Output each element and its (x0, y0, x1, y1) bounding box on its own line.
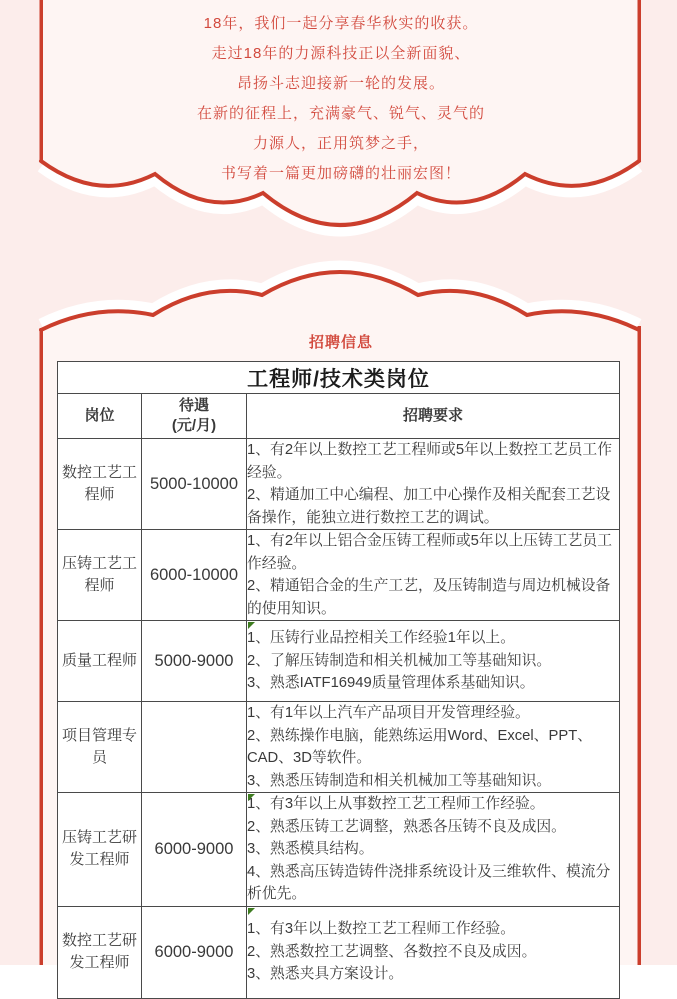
table-row (58, 621, 620, 702)
requirement-line: 1、有2年以上数控工艺工程师或5年以上数控工艺员工作经验。 (247, 442, 613, 481)
salary-cell (142, 702, 247, 793)
header-requirements: 招聘要求 (247, 394, 620, 439)
requirement-line: 3、熟悉IATF16949质量管理体系基础知识。 (247, 675, 535, 692)
requirements-cell (247, 530, 620, 621)
green-corner-marker (248, 622, 255, 629)
requirement-line: 2、熟练操作电脑，能熟练运用Word、Excel、PPT、CAD、3D等软件。 (247, 727, 593, 766)
requirement-line: 1、有3年以上数控工艺工程师工作经验。 (247, 921, 516, 938)
requirement-line: 2、了解压铸制造和相关机械加工等基础知识。 (247, 652, 552, 669)
requirement-line: 3、熟悉压铸制造和相关机械加工等基础知识。 (247, 772, 552, 789)
job-table-body (58, 362, 620, 999)
requirement-line: 1、有1年以上汽车产品项目开发管理经验。 (247, 705, 530, 721)
requirement-line: 3、熟悉夹具方案设计。 (247, 966, 404, 983)
intro-line: 在新的征程上，充满豪气、锐气、灵气的 (196, 105, 485, 122)
table-title-row (58, 362, 620, 394)
position-cell: 数控工艺研发工程师 (58, 906, 142, 998)
table-row (58, 530, 620, 621)
requirements-cell (247, 793, 620, 907)
salary-cell: 5000-9000 (142, 621, 247, 702)
requirements-cell (247, 621, 620, 702)
salary-cell: 5000-10000 (142, 439, 247, 530)
requirements-cell (247, 702, 620, 793)
table-title: 工程师/技术类岗位 (58, 362, 620, 394)
position-cell: 压铸工艺工程师 (58, 530, 142, 621)
requirements-cell (247, 439, 620, 530)
requirement-line: 1、有2年以上铝合金压铸工程师或5年以上压铸工艺员工作经验。 (247, 533, 613, 572)
requirement-line: 3、熟悉模具结构。 (247, 841, 374, 857)
table-row (58, 793, 620, 907)
intro-line: 书写着一篇更加磅礴的壮丽宏图！ (220, 165, 461, 182)
requirement-line: 2、熟悉压铸工艺调整，熟悉各压铸不良及成因。 (247, 818, 566, 835)
intro-line: 力源人，正用筑梦之手， (252, 135, 429, 152)
recruit-info-heading: 招聘信息 (308, 334, 373, 351)
header-salary-line1: 待遇 (178, 397, 209, 414)
header-position: 岗位 (58, 394, 142, 439)
green-corner-marker (248, 794, 255, 801)
salary-cell: 6000-9000 (142, 906, 247, 998)
table-row (58, 702, 620, 793)
bottom-right-border-line (638, 326, 642, 965)
header-salary (142, 394, 247, 439)
table-row (58, 439, 620, 530)
requirement-line: 2、精通铝合金的生产工艺，及压铸制造与周边机械设备的使用知识。 (247, 578, 611, 617)
table-header-row (58, 394, 620, 439)
intro-line: 昂扬斗志迎接新一轮的发展。 (236, 75, 445, 92)
table-row (58, 906, 620, 998)
intro-line: 18年，我们一起分享春华秋实的收获。 (203, 15, 479, 32)
salary-cell: 6000-9000 (142, 793, 247, 907)
intro-text (41, 9, 641, 189)
requirement-line: 2、精通加工中心编程、加工中心操作及相关配套工艺设备操作，能独立进行数控工艺的调试。 (247, 487, 611, 526)
requirement-line: 1、压铸行业品控相关工作经验1年以上。 (247, 630, 516, 647)
job-table (57, 361, 620, 999)
intro-line: 走过18年的力源科技正以全新面貌、 (211, 45, 471, 62)
requirement-line: 2、熟悉数控工艺调整、各数控不良及成因。 (247, 943, 537, 960)
bottom-left-border-line (40, 328, 44, 965)
salary-cell: 6000-10000 (142, 530, 247, 621)
position-cell: 压铸工艺研发工程师 (58, 793, 142, 907)
position-cell: 数控工艺工程师 (58, 439, 142, 530)
requirement-line: 4、熟悉高压铸造铸件浇排系统设计及三维软件、模流分析优先。 (247, 863, 611, 902)
green-corner-marker (248, 908, 255, 915)
requirement-line: 1、有3年以上从事数控工艺工程师工作经验。 (247, 796, 545, 812)
requirements-cell (247, 906, 620, 998)
position-cell: 质量工程师 (58, 621, 142, 702)
position-cell: 项目管理专员 (58, 702, 142, 793)
header-salary-line2: (元/月) (171, 417, 217, 434)
